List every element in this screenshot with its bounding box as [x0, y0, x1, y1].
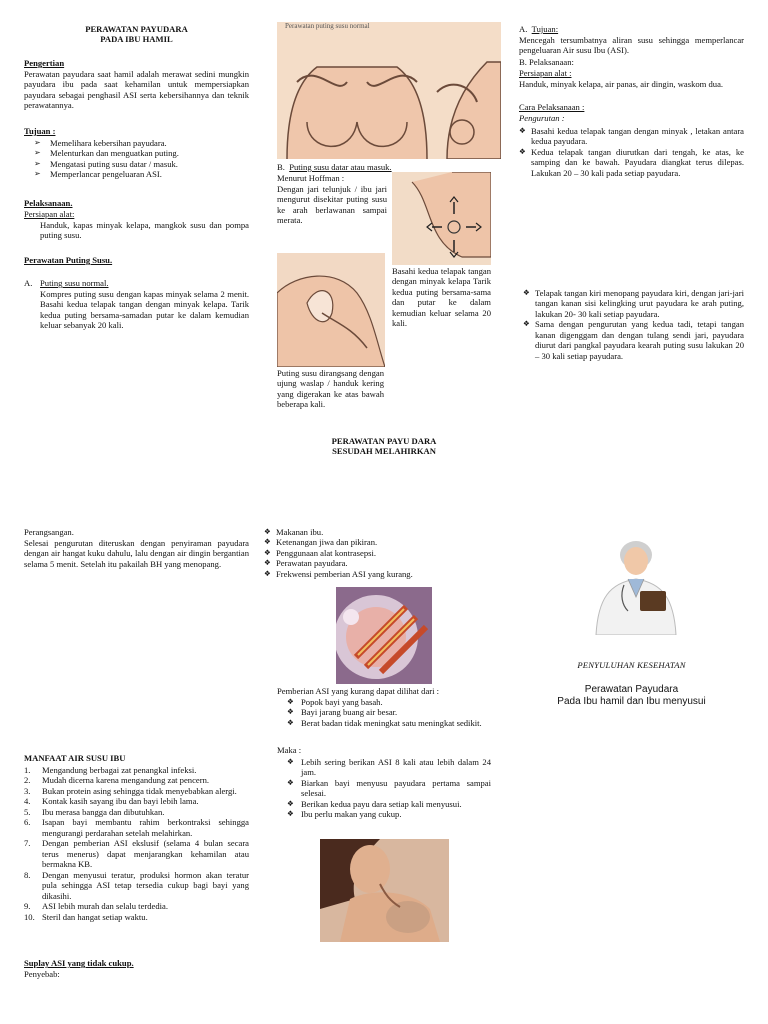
list-item: ❖ Ketenangan jiwa dan pikiran.	[264, 537, 494, 547]
list-item: ❖ Basahi kedua telapak tangan dengan minyak , letakan antara kedua payudara.	[519, 126, 744, 147]
breast-massage-illustration	[277, 22, 501, 159]
persiapan-text: Handuk, kapas minyak kelapa, mangkok susu dan pompa puting susu.	[40, 220, 249, 241]
list-item: ❖ Berikan kedua payu dara setiap kali menyusui.	[277, 799, 491, 809]
hoffman-heading: Menurut Hoffman :	[277, 173, 345, 183]
pengurutan-list	[519, 126, 744, 178]
manfaat-heading: MANFAAT AIR SUSU IBU	[24, 753, 126, 763]
figure-caption: Perawatan puting susu normal	[285, 22, 370, 30]
cover-title-line-2: Pada Ibu hamil dan Ibu menyusui	[557, 696, 706, 707]
a-title: Puting susu normal.	[40, 278, 109, 288]
a-text: Kompres puting susu dengan kapas minyak selama 2 menit. Basahi kedua telapak tangan dengan minyak kelapa. Tarik kedua puting bersama-samadan putar ke dalam kemudian keluar sebanyak 20 kali.	[40, 289, 249, 331]
washcloth-stimulation-illustration	[277, 253, 385, 367]
list-item: ❖ Kedua telapak tangan diurutkan dari tengah, ke atas, ke samping dan ke bawah. Payudara diangkat terus dilepas. Lakukan 20 – 30 kali pada setiap payudara.	[519, 147, 744, 178]
list-item: ❖ Bayi jarang buang air besar.	[277, 707, 491, 717]
basahi-text: Basahi kedua telapak tangan dengan minyak kelapa Tarik kedua puting bersama-sama dan putar ke dalam kemudian keluar selama 20 kali.	[392, 266, 491, 329]
suplay-heading: Suplay ASI yang tidak cukup.	[24, 958, 134, 968]
persiapan-heading: Persiapan alat:	[24, 209, 75, 219]
list-item: 5. Ibu merasa bangga dan dibutuhkan.	[24, 806, 165, 817]
list-item: ❖ Biarkan bayi menyusu payudara pertama sampai selesai.	[277, 778, 491, 799]
maka-label: Maka :	[277, 745, 302, 755]
tujuan-list	[24, 138, 249, 180]
list-item: ❖ Makanan ibu.	[264, 527, 494, 537]
pengertian-heading: Pengertian	[24, 58, 65, 68]
list-item: 4. Kontak kasih sayang ibu dan bayi lebih lama.	[24, 796, 199, 807]
list-item: ❖ Telapak tangan kiri menopang payudara kiri, dengan jari-jari tangan kanan sisi kelingking urut payudara ke arah puting, lakukan 20- 30 kali setiap payudara.	[523, 288, 744, 319]
title-line-1: PERAWATAN PAYUDARA	[85, 24, 188, 34]
list-item: 10. Steril dan hangat setiap waktu.	[24, 911, 148, 922]
list-item: ❖ Berat badan tidak meningkat satu meningkat sedikit.	[277, 718, 491, 728]
sesudah-title-line-1: PERAWATAN PAYU DARA	[331, 436, 437, 446]
hoffman-technique-illustration	[392, 172, 491, 265]
list-item: ❖ Lebih sering berikan ASI 8 kali atau lebih dalam 24 jam.	[277, 757, 491, 778]
sesudah-title	[277, 436, 491, 457]
perangsangan-text: Selesai pengurutan diteruskan dengan penyiraman payudara dengan air hangat kuku dahulu, lalu dengan air dingin bergantian selama 5 menit. Setelah itu pakailah BH yang menopang.	[24, 538, 249, 569]
cover-title-line-1: Perawatan Payudara	[584, 684, 679, 695]
c3-persiapan-heading: Persiapan alat :	[519, 68, 572, 78]
breast-anatomy-image	[336, 587, 432, 684]
list-item: ➢ Melenturkan dan menguatkan puting.	[24, 148, 249, 158]
maka-list	[277, 757, 491, 820]
kurang-heading: Pemberian ASI yang kurang dapat dilihat dari :	[277, 686, 440, 696]
sesudah-title-line-2: SESUDAH MELAHIRKAN	[332, 446, 436, 457]
breastfeeding-photo	[320, 839, 449, 942]
doctor-photo	[580, 533, 692, 635]
pengertian-text: Perawatan payudara saat hamil adalah merawat sedini mungkin payudara ibu pada saat kehamilan untuk mempersiapkan payudara sebagai penghasil ASI serta kebersihannya dan teknik perawatannya.	[24, 69, 249, 111]
list-item: ❖ Frekwensi pemberian ASI yang kurang.	[264, 569, 494, 579]
list-item: ❖ Ibu perlu makan yang cukup.	[277, 809, 491, 819]
list-item: ➢ Mengatasi puting susu datar / masuk.	[24, 159, 249, 169]
c3-tujuan-heading: A. Tujuan:	[519, 24, 559, 34]
list-item: ➢ Memperlancar pengeluaran ASI.	[24, 169, 249, 179]
penyebab-label: Penyebab:	[24, 969, 60, 979]
brochure-title	[24, 24, 249, 45]
waslap-text: Puting susu dirangsang dengan ujung waslap / handuk kering yang digerakan ke atas bawah beberapa kali.	[277, 368, 384, 410]
b-heading: B. Puting susu datar atau masuk.	[277, 162, 392, 172]
list-item: ❖ Popok bayi yang basah.	[277, 697, 491, 707]
list-item: ❖ Sama dengan pengurutan yang kedua tadi, tetapi tangan kanan digenggam dan dengan tulang sendi jari, payudara diurut dari pangkal payudara kearah puting susu lakukan 20 – 30 kali setiap payudara.	[523, 319, 744, 361]
perawatan-puting-heading: Perawatan Puting Susu.	[24, 255, 113, 265]
list-item: 3. Bukan protein asing sehingga tidak menyebabkan alergi.	[24, 785, 237, 796]
list-item: ➢ Memelihara kebersihan payudara.	[24, 138, 249, 148]
a-label: A.	[24, 278, 33, 288]
list-item: 2. Mudah dicerna karena mengandung zat pencern.	[24, 775, 210, 786]
c3-persiapan-text: Handuk, minyak kelapa, air panas, air dingin, waskom dua.	[519, 79, 724, 89]
pengurutan-heading: Pengurutan :	[519, 113, 565, 123]
factors-list	[264, 527, 494, 579]
penyuluhan-heading: PENYULUHAN KESEHATAN	[577, 660, 686, 670]
list-item: ❖ Penggunaan alat kontrasepsi.	[264, 548, 494, 558]
kurang-list	[277, 697, 491, 728]
list-item: 9. ASI lebih murah dan selalu terdedia.	[24, 901, 169, 912]
manfaat-list	[24, 765, 249, 922]
list-item: ❖ Perawatan payudara.	[264, 558, 494, 568]
tujuan-heading: Tujuan :	[24, 126, 56, 136]
b-title: Puting susu datar atau masuk.	[289, 162, 392, 172]
hoffman-text: Dengan jari telunjuk / ibu jari mengurut disekitar puting susu ke arah berlawanan sampai merata.	[277, 184, 387, 226]
cara-heading: Cara Pelaksanaan :	[519, 102, 585, 112]
list-item: 7. Dengan pemberian ASI ekslusif (selama 4 bulan secara terus menerus) dapat menjarangkan kehamilan atau bermakna KB.	[24, 838, 249, 870]
perangsangan-heading: Perangsangan.	[24, 527, 74, 537]
pengurutan-more-list	[523, 288, 744, 361]
list-item: 6. Isapan bayi membantu rahim berkontraksi sehingga mengurangi perdarahan setelah melahirkan.	[24, 817, 249, 838]
c3-tujuan-text: Mencegah tersumbatnya aliran susu sehingga memperlancar pengeluaran Air susu Ibu (ASI).	[519, 35, 744, 56]
title-line-2: PADA IBU HAMIL	[100, 34, 173, 45]
pelaksanaan-heading: Pelaksanaan.	[24, 198, 73, 208]
list-item: 1. Mengandung berbagai zat penangkal infeksi.	[24, 765, 197, 775]
list-item: 8. Dengan menyusui teratur, produksi hormon akan teratur pula sehingga ASI tetap tersedia cukup bagi bayi yang dikasihi.	[24, 869, 249, 901]
c3-pelaksanaan-heading: B. Pelaksanaan:	[519, 57, 574, 67]
